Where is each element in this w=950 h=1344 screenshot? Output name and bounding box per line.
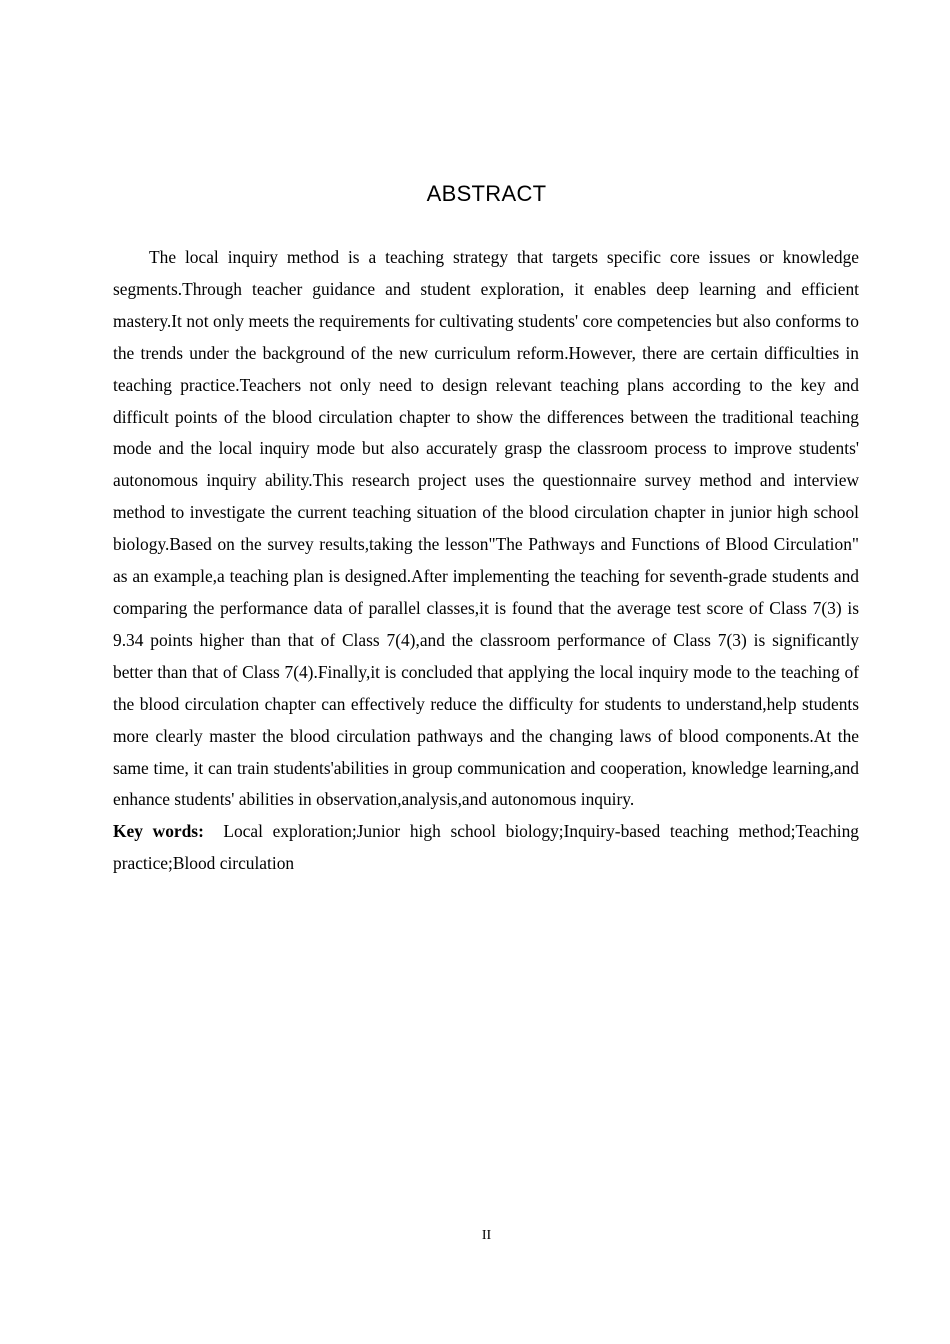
- page-title: ABSTRACT: [426, 181, 547, 206]
- keywords-text: Local exploration;Junior high school biology;Inquiry-based teaching method;Teaching practice;Blood circulation: [113, 821, 859, 874]
- keywords-line: [113, 816, 859, 880]
- abstract-paragraph: The local inquiry method is a teaching strategy that targets specific core issues or knowledge segments.Through teacher guidance and student exploration, it enables deep learning and efficient mastery.It not only meets the requirements for cultivating students' core competencies but also conforms to the trends under the background of the new curriculum reform.However, there are certain difficulties in teaching practice.Teachers not only need to design relevant teaching plans according to the key and difficult points of the blood circulation chapter to show the differences between the traditional teaching mode and the local inquiry mode but also accurately grasp the classroom process to improve students' autonomous inquiry ability.This research project uses the questionnaire survey method and interview method to investigate the current teaching situation of the blood circulation chapter in junior high school biology.Based on the survey results,taking the lesson"The Pathways and Functions of Blood Circulation" as an example,a teaching plan is designed.After implementing the teaching for seventh-grade students and comparing the performance data of parallel classes,it is found that the average test score of Class 7(3) is 9.34 points higher than that of Class 7(4),and the classroom performance of Class 7(3) is significantly better than that of Class 7(4).Finally,it is concluded that applying the local inquiry mode to the teaching of the blood circulation chapter can effectively reduce the difficulty for students to understand,help students more clearly master the blood circulation pathways and the changing laws of blood components.At the same time, it can train students'abilities in group communication and cooperation, knowledge learning,and enhance students' abilities in observation,analysis,and autonomous inquiry.: [113, 247, 859, 810]
- abstract-section: [113, 242, 859, 880]
- page-number: II: [481, 1228, 492, 1243]
- keywords-label: Key words:: [113, 821, 204, 842]
